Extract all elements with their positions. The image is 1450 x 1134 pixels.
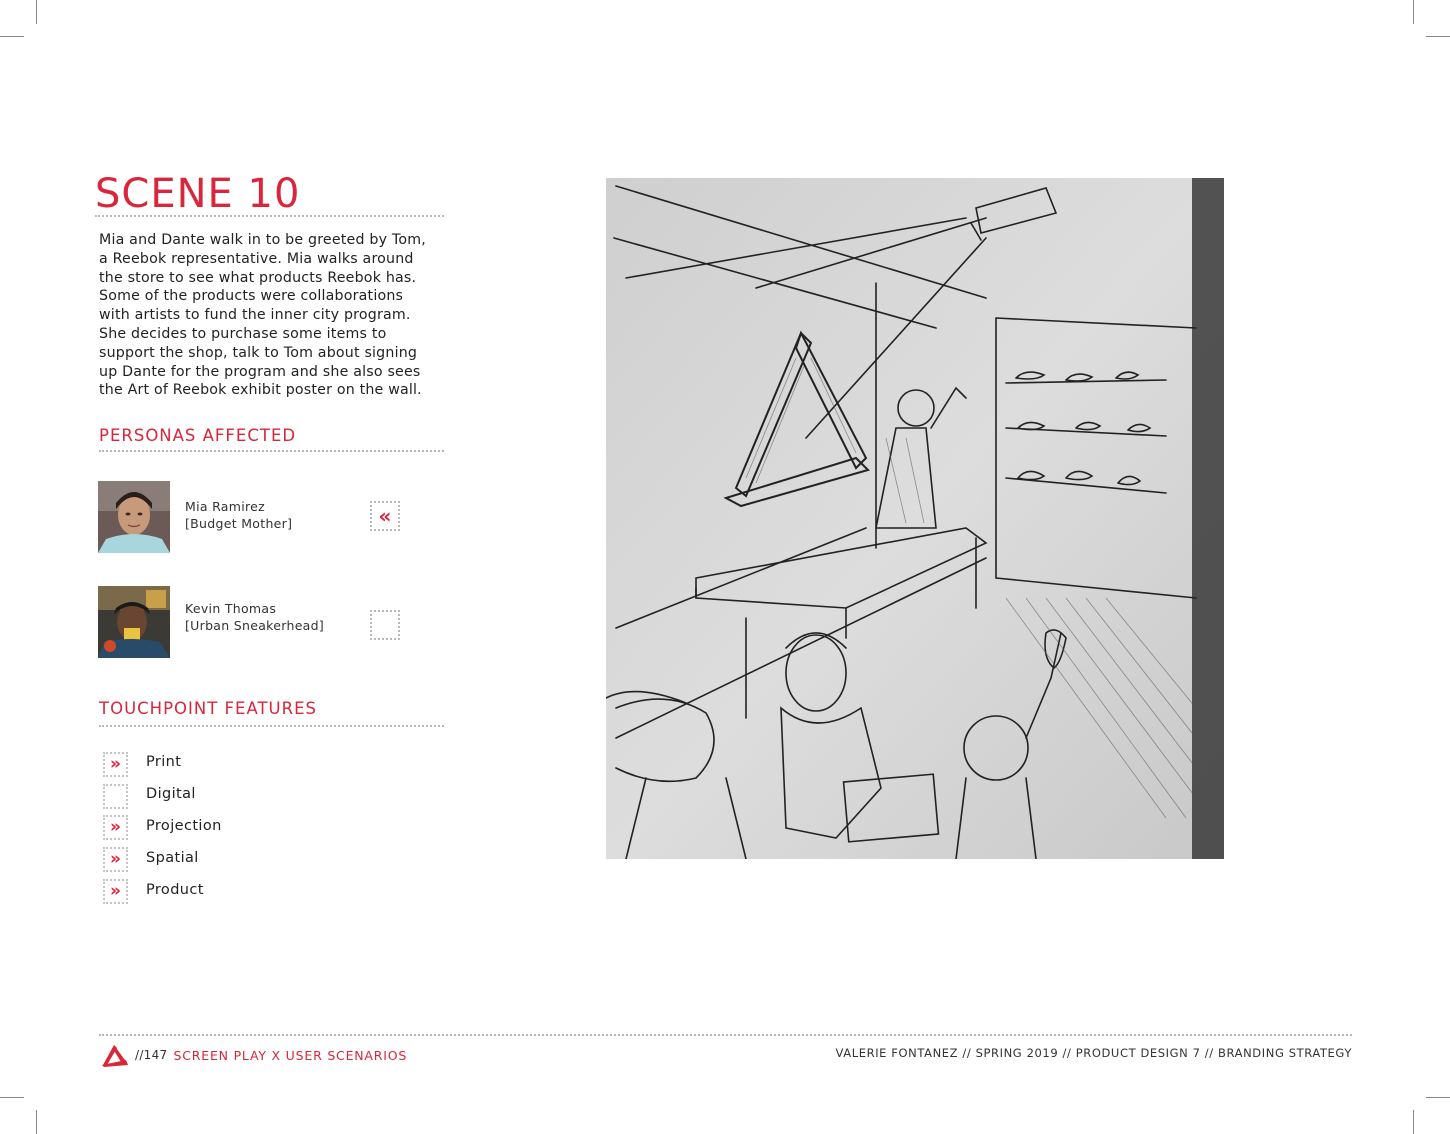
- persona-name: Kevin Thomas: [185, 601, 277, 616]
- persona-check-mia[interactable]: «: [370, 501, 400, 531]
- persona-name: Mia Ramirez: [185, 499, 266, 514]
- feature-label-product: Product: [146, 882, 204, 898]
- feature-check-digital[interactable]: [103, 784, 128, 809]
- feature-check-product[interactable]: »: [103, 879, 128, 904]
- crop-mark-top-right-v: [1413, 0, 1414, 24]
- page-number: //147: [135, 1048, 168, 1062]
- touchpoints-divider: [99, 725, 444, 727]
- feature-label-spatial: Spatial: [146, 850, 199, 866]
- feature-check-spatial[interactable]: »: [103, 847, 128, 872]
- title-divider: [95, 215, 444, 217]
- scene-description: Mia and Dante walk in to be greeted by Tom, a Reebok representative. Mia walks around the store to see what products Reebok has. Some of the products were collaborations with artists to fund the inner city program. She decides to purchase some items to support the shop, talk to Tom about signing up Dante for the program and she also sees the Art of Reebok exhibit poster on the wall.: [99, 232, 426, 399]
- feature-check-print[interactable]: »: [103, 752, 128, 777]
- crop-mark-bottom-right-v: [1413, 1110, 1414, 1134]
- persona-check-kevin[interactable]: [370, 610, 400, 640]
- persona-role: [Urban Sneakerhead]: [185, 618, 325, 633]
- crop-mark-bottom-left-h: [0, 1097, 24, 1098]
- feature-check-projection[interactable]: »: [103, 815, 128, 840]
- touchpoints-heading: TOUCHPOINT FEATURES: [99, 699, 317, 718]
- footer-left: [101, 1042, 407, 1068]
- crop-mark-top-left-v: [36, 0, 37, 24]
- footer-credit: VALERIE FONTANEZ // SPRING 2019 // PRODUCT DESIGN 7 // BRANDING STRATEGY: [835, 1046, 1352, 1060]
- crop-mark-bottom-left-v: [36, 1110, 37, 1134]
- feature-label-print: Print: [146, 754, 182, 770]
- footer-section-title: SCREEN PLAY X USER SCENARIOS: [173, 1047, 408, 1063]
- storyboard-sketch-image: [606, 178, 1224, 859]
- footer-divider: [99, 1034, 1352, 1036]
- scene-title: SCENE 10: [95, 171, 301, 217]
- crop-mark-bottom-right-h: [1426, 1097, 1450, 1098]
- crop-mark-top-right-h: [1426, 36, 1450, 37]
- persona-photo-kevin: [98, 586, 170, 658]
- feature-label-projection: Projection: [146, 818, 222, 834]
- crop-mark-top-left-h: [0, 36, 24, 37]
- personas-heading: PERSONAS AFFECTED: [99, 426, 297, 445]
- reebok-delta-logo-icon: [101, 1043, 129, 1067]
- persona-role: [Budget Mother]: [185, 516, 293, 531]
- feature-label-digital: Digital: [146, 786, 196, 802]
- persona-photo-mia: [98, 481, 170, 553]
- personas-divider: [99, 450, 444, 452]
